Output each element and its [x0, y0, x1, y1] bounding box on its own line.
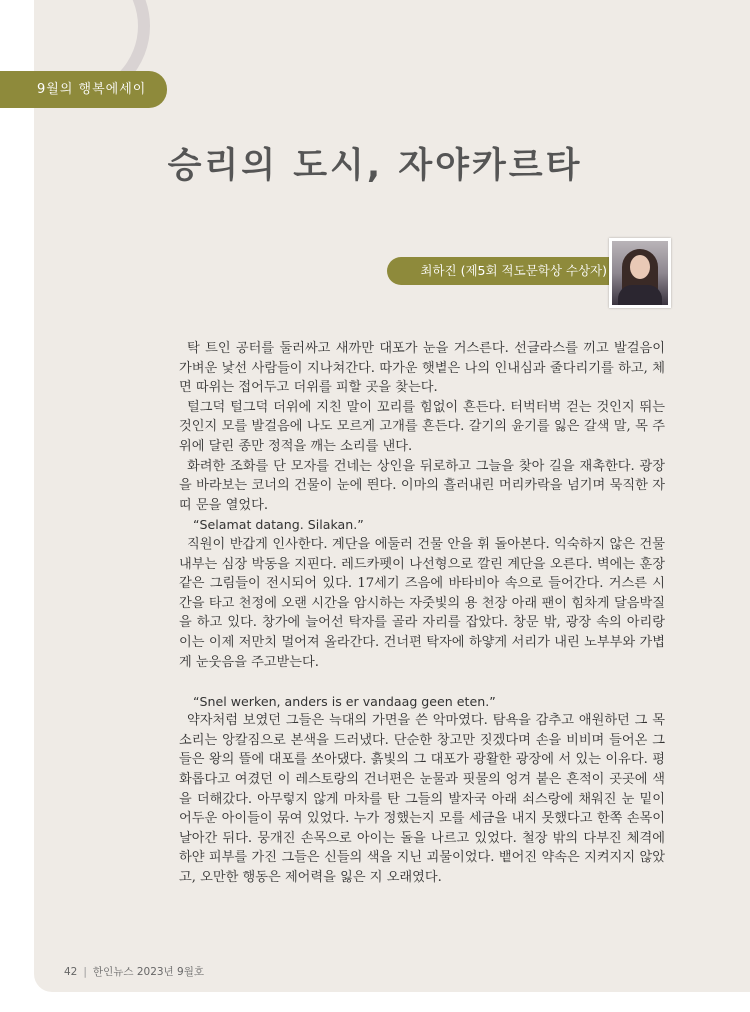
author-photo-body	[618, 285, 662, 308]
quote-paragraph: “Selamat datang. Silakan.”	[193, 517, 364, 533]
article-body	[179, 339, 665, 888]
author-byline: 최하진 (제5회 적도문학상 수상자)	[387, 257, 625, 285]
author-photo	[609, 238, 671, 308]
body-paragraph: 화려한 조화를 단 모자를 건네는 상인을 뒤로하고 그늘을 찾아 길을 재촉한다. 광장을 바라보는 코너의 건물이 눈에 띈다. 이마의 흘러내린 머리카락을 넘기며 묵직한 자띠 문을 열었다.	[179, 458, 665, 513]
footer-separator: |	[83, 966, 87, 978]
body-paragraph: 약자처럼 보였던 그들은 늑대의 가면을 쓴 악마였다. 탐욕을 감추고 애원하던 그 목소리는 앙칼짐으로 본색을 드러냈다. 단순한 창고만 짓겠다며 손을 비비며 들어온 그들은 왕의 뜰에 대포를 쏘아댔다. 흙빛의 그 대포가 광활한 광장에 서 있는 이유다. 평화롭다고 여겼던 이 레스토랑의 건너편은 눈물과 핏물의 엉겨 붙은 흔적이 곳곳에 색을 더해갔다. 아무렇지 않게 마차를 탄 그들의 발자국 아래 쇠스랑에 채워진 눈 밑이 어두운 아이들이 묶여 있었다. 누가 정했는지 모를 세금을 내지 못했다고 한쪽 손목이 날아간 뒤다. 뭉개진 손목으로 아이는 돌을 나르고 있었다. 철장 밖의 다부진 체격에 하얀 피부를 가진 그들은 신들의 색을 지닌 괴물이었다. 뱉어진 약속은 지켜지지 않았고, 오만한 행동은 제어력을 잃은 지 오래였다.	[179, 713, 665, 886]
section-tab: 9월의 행복에세이	[0, 71, 167, 108]
quote-paragraph: “Snel werken, anders is er vandaag geen eten.”	[193, 693, 496, 709]
page-number: 42	[64, 966, 78, 978]
article-title: 승리의 도시, 자야카르타	[167, 146, 583, 186]
author-photo-face	[630, 255, 650, 279]
body-paragraph: 털그덕 털그덕 더위에 지친 말이 꼬리를 힘없이 흔든다. 터벅터벅 걷는 것인지 뛰는 것인지 모를 발걸음에 나도 모르게 고개를 흔든다. 갈기의 윤기를 잃은 갈색 말, 목 주위에 달린 종만 정적을 깨는 소리를 낸다.	[179, 399, 665, 454]
body-paragraph: 직원이 반갑게 인사한다. 계단을 에둘러 건물 안을 휘 돌아본다. 익숙하지 않은 건물 내부는 심장 박동을 지핀다. 레드카펫이 나선형으로 깔린 계단을 오른다. 벽에는 훈장 같은 그림들이 전시되어 있다. 17세기 즈음에 바타비아 속으로 들어간다. 거스른 시간을 타고 천정에 오랜 시간을 암시하는 자줏빛의 용 천장 아래 팬이 힘차게 달음박질을 하고 있다. 창가에 늘어선 탁자를 골라 자리를 잡았다. 창문 밖, 광장 속의 아리랑이는 이제 저만치 멀어져 올라간다. 건너편 탁자에 하얗게 서리가 내린 노부부와 가볍게 눈웃음을 주고받는다.	[179, 536, 665, 670]
paragraph-gap	[179, 672, 665, 692]
body-paragraph: 탁 트인 공터를 둘러싸고 새까만 대포가 눈을 거스른다. 선글라스를 끼고 발걸음이 가벼운 낯선 사람들이 지나쳐간다. 따가운 햇볕은 나의 인내심과 줄다리기를 하고, 체면 따위는 접어두고 더위를 피할 곳을 찾는다.	[179, 341, 665, 396]
page-footer	[64, 964, 204, 979]
publication-name: 한인뉴스 2023년 9월호	[92, 966, 204, 978]
